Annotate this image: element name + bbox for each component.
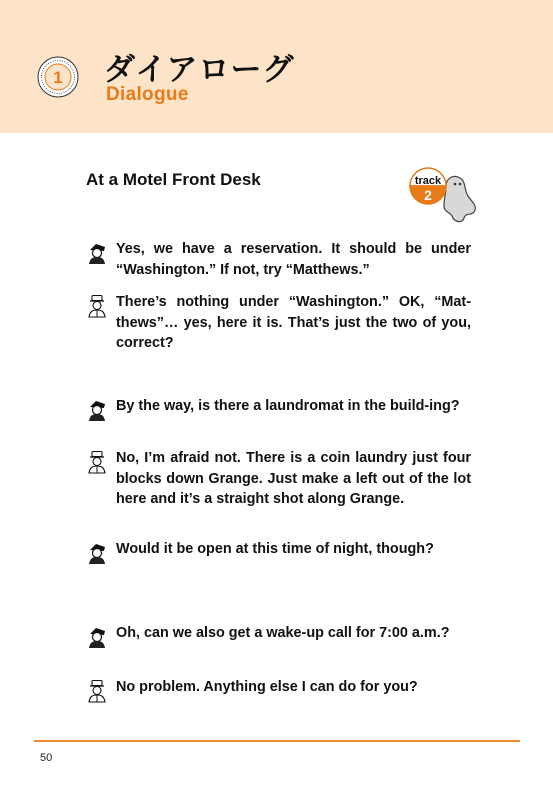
clerk-speaker-icon [86,450,108,474]
lesson-number-badge [37,56,79,98]
ghost-mascot-icon [444,176,475,221]
clerk-speaker-icon [86,294,108,318]
dialogue-text: Oh, can we also get a wake-up call for 7:00 a.m.? [116,625,450,641]
footer-divider [34,740,520,742]
guest-speaker-icon [86,398,108,422]
dialogue-line [86,539,471,560]
lesson-number: 1 [53,68,63,87]
dialogue-text: No, I’m afraid not. There is a coin laundry just four blocks down Grange. Just make a left out of the lot here and it’s a straight shot along Grange. [116,450,471,507]
dialogue-text: Yes, we have a reservation. It should be under “Washington.” If not, try “Matthews.” [116,241,471,278]
page-title-japanese: ダイアローグ [104,52,295,88]
track-number: 2 [424,187,432,203]
dialogue-text: Would it be open at this time of night, though? [116,541,434,557]
page-number: 50 [40,752,53,764]
dialogue-line [86,677,471,698]
chapter-header [0,0,553,133]
dialogue-text: No problem. Anything else I can do for you? [116,679,418,695]
dialogue-line [86,292,471,354]
dialogue-line [86,623,471,644]
page-title-english: Dialogue [106,84,189,105]
track-badge[interactable] [408,166,478,228]
guest-speaker-icon [86,625,108,649]
dialogue-line [86,448,471,510]
dialogue-line [86,239,471,280]
guest-speaker-icon [86,541,108,565]
dialogue-line [86,396,471,417]
guest-speaker-icon [86,241,108,265]
dialogue-text: There’s nothing under “Washington.” OK, “Mat-thews”… yes, here it is. That’s just the two of you, correct? [116,294,471,351]
clerk-speaker-icon [86,679,108,703]
scene-title: At a Motel Front Desk [86,170,261,189]
track-label: track [414,175,442,187]
dialogue-text: By the way, is there a laundromat in the build-ing? [116,398,460,414]
